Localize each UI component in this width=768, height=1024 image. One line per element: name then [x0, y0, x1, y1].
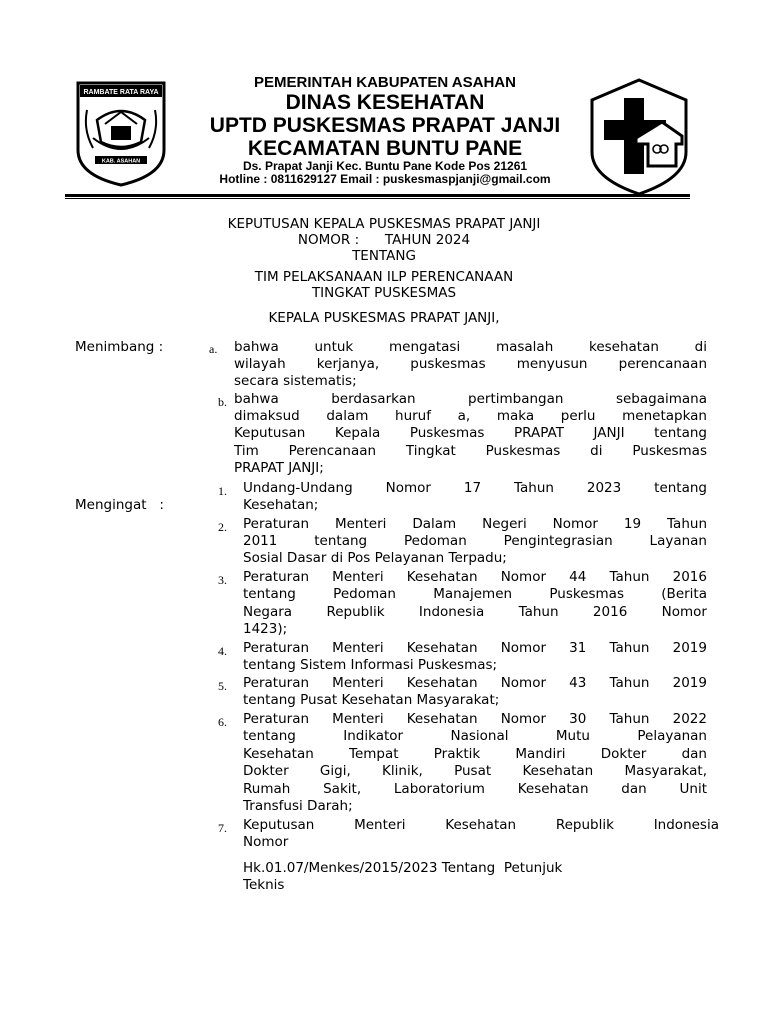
- mengingat-3-line-3: Negara Republik Indonesia Tahun 2016 Nomor: [243, 604, 707, 620]
- mengingat-label: Mengingat :: [75, 497, 164, 513]
- mengingat-marker-1: 1.: [218, 484, 227, 498]
- mengingat-6-line-1: Peraturan Menteri Kesehatan Nomor 30 Tahun 2022: [243, 711, 707, 727]
- menimbang-b-line-5: PRAPAT JANJI;: [234, 460, 324, 476]
- mengingat-7-line-1: Keputusan Menteri Kesehatan Republik Indonesia: [243, 817, 719, 833]
- letterhead-government: PEMERINTAH KABUPATEN ASAHAN: [254, 74, 516, 91]
- menimbang-b-line-2: dimaksud dalam huruf a, maka perlu menetapkan: [234, 408, 707, 424]
- letterhead-district: KECAMATAN BUNTU PANE: [247, 137, 523, 160]
- mengingat-6-line-4: Dokter Gigi, Klinik, Pusat Kesehatan Masyarakat,: [243, 763, 707, 779]
- letterhead-agency: DINAS KESEHATAN: [285, 91, 485, 114]
- decree-subject-line-1: TIM PELAKSANAAN ILP PERENCANAAN: [254, 269, 514, 285]
- menimbang-marker-b: b.: [218, 395, 227, 409]
- menimbang-a-line-2: wilayah kerjanya, puskesmas menyusun perencanaan: [234, 356, 707, 372]
- menimbang-b-line-1: bahwa berdasarkan pertimbangan sebagaimana: [234, 391, 707, 407]
- decree-subject-line-2: TINGKAT PUSKESMAS: [311, 285, 457, 301]
- menimbang-a-line-1: bahwa untuk mengatasi masalah kesehatan di: [234, 339, 707, 355]
- letterhead-rule-thick: [65, 194, 690, 197]
- logo-left-bottom-text: KAB. ASAHAN: [101, 158, 141, 165]
- letterhead-contact: Hotline : 0811629127 Email : puskesmaspjanji@gmail.com: [219, 172, 551, 186]
- letterhead-rule-thin: [65, 198, 690, 199]
- decree-about: TENTANG: [352, 248, 416, 264]
- decree-number: NOMOR : TAHUN 2024: [297, 232, 471, 248]
- mengingat-7-continuation-2: Teknis: [243, 877, 285, 893]
- mengingat-marker-5: 5.: [218, 679, 227, 693]
- mengingat-marker-2: 2.: [218, 520, 227, 534]
- mengingat-marker-6: 6.: [218, 715, 227, 729]
- menimbang-b-line-3: Keputusan Kepala Puskesmas PRAPAT JANJI tentang: [234, 425, 707, 441]
- mengingat-3-line-1: Peraturan Menteri Kesehatan Nomor 44 Tahun 2016: [243, 569, 707, 585]
- logo-left-top-text: RAMBATE RATA RAYA: [83, 89, 159, 96]
- mengingat-3-line-2: tentang Pedoman Manajemen Puskesmas (Berita: [243, 586, 707, 602]
- mengingat-6-line-2: tentang Indikator Nasional Mutu Pelayanan: [243, 728, 707, 744]
- mengingat-2-line-1: Peraturan Menteri Dalam Negeri Nomor 19 Tahun: [243, 516, 707, 532]
- mengingat-6-line-6: Transfusi Darah;: [243, 798, 353, 814]
- mengingat-3-line-4: 1423);: [243, 621, 288, 637]
- letterhead-unit: UPTD PUSKESMAS PRAPAT JANJI: [209, 114, 561, 137]
- mengingat-marker-3: 3.: [218, 573, 227, 587]
- kabupaten-asahan-logo: [75, 80, 167, 188]
- puskesmas-logo: [590, 78, 688, 196]
- mengingat-5-line-2: tentang Pusat Kesehatan Masyarakat;: [243, 692, 500, 708]
- mengingat-2-line-3: Sosial Dasar di Pos Pelayanan Terpadu;: [243, 550, 507, 566]
- mengingat-6-line-3: Kesehatan Tempat Praktik Mandiri Dokter dan: [243, 746, 707, 762]
- mengingat-1-line-1: Undang-Undang Nomor 17 Tahun 2023 tentang: [243, 480, 707, 496]
- mengingat-4-line-2: tentang Sistem Informasi Puskesmas;: [243, 657, 498, 673]
- mengingat-2-line-2: 2011 tentang Pedoman Pengintegrasian Layanan: [243, 533, 707, 549]
- mengingat-5-line-1: Peraturan Menteri Kesehatan Nomor 43 Tahun 2019: [243, 675, 707, 691]
- decree-title: KEPUTUSAN KEPALA PUSKESMAS PRAPAT JANJI: [227, 216, 541, 232]
- mengingat-7-continuation-1: Hk.01.07/Menkes/2015/2023 Tentang Petunjuk: [243, 860, 563, 876]
- menimbang-a-line-3: secara sistematis;: [234, 373, 357, 389]
- menimbang-marker-a: a.: [209, 342, 218, 356]
- menimbang-b-line-4: Tim Perencanaan Tingkat Puskesmas di Puskesmas: [234, 443, 707, 459]
- mengingat-7-line-2: Nomor: [243, 834, 289, 850]
- mengingat-6-line-5: Rumah Sakit, Laboratorium Kesehatan dan Unit: [243, 781, 707, 797]
- decree-issuer: KEPALA PUSKESMAS PRAPAT JANJI,: [268, 310, 500, 326]
- mengingat-marker-7: 7.: [218, 821, 227, 835]
- mengingat-4-line-1: Peraturan Menteri Kesehatan Nomor 31 Tahun 2019: [243, 640, 707, 656]
- mengingat-marker-4: 4.: [218, 644, 227, 658]
- letterhead-address: Ds. Prapat Janji Kec. Buntu Pane Kode Pos 21261: [242, 159, 528, 173]
- mengingat-1-line-2: Kesehatan;: [243, 497, 319, 513]
- menimbang-label: Menimbang :: [75, 339, 164, 355]
